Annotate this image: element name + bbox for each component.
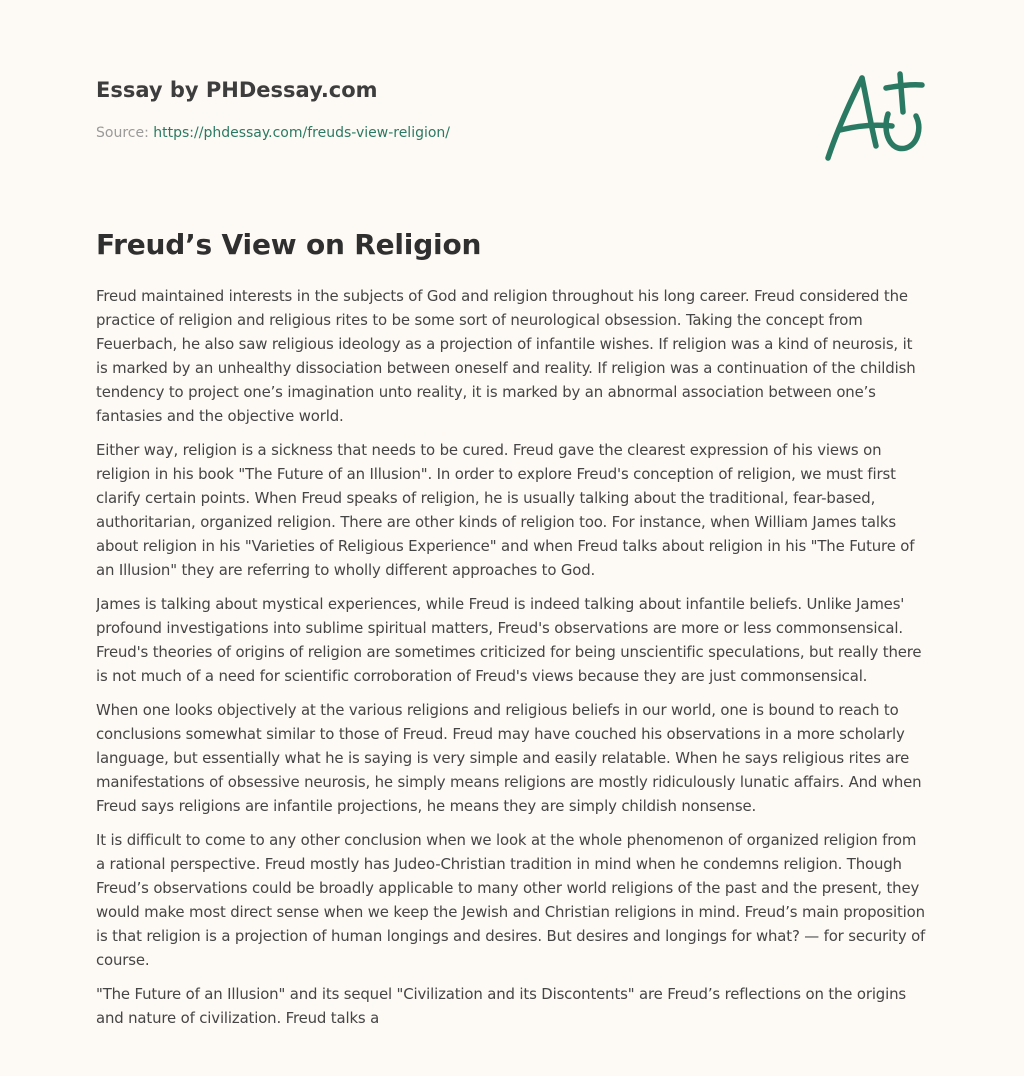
essay-paragraph: Freud maintained interests in the subjects of God and religion throughout his long career. Freud considered the practice of religion and religious rites to be some sort of neurological obsession. Taking the concept from Feuerbach, he also saw religious ideology as a projection of infantile wishes. If religion was a kind of neurosis, it is marked by an unhealthy dissociation between oneself and reality. If religion was a continuation of the childish tendency to project one’s imagination unto reality, it is marked by an abnormal association between one’s fantasies and the objective world. xyxy=(96,287,916,425)
essay-paragraph: Either way, religion is a sickness that needs to be cured. Freud gave the clearest expression of his views on religion in his book "The Future of an Illusion". In order to explore Freud's conception of religion, we must first clarify certain points. When Freud speaks of religion, he is usually talking about the traditional, fear-based, authoritarian, organized religion. There are other kinds of religion too. For instance, when William James talks about religion in his "Varieties of Religious Experience" and when Freud talks about religion in his "The Future of an Illusion" they are referring to wholly different approaches to God. xyxy=(96,441,915,579)
essay-paragraph: James is talking about mystical experiences, while Freud is indeed talking about infantile beliefs. Unlike James' profound investigations into sublime spiritual matters, Freud's observations are more or less commonsensical. Freud's theories of origins of religion are sometimes criticized for being unscientific speculations, but really there is not much of a need for scientific corroboration of Freud's views because they are just commonsensical. xyxy=(96,595,922,685)
essay-header xyxy=(96,76,796,142)
essay-paragraph: It is difficult to come to any other conclusion when we look at the whole phenomenon of organized religion from a rational perspective. Freud mostly has Judeo-Christian tradition in mind when he condemns religion. Though Freud’s observations could be broadly applicable to many other world religions of the past and the present, they would make most direct sense when we keep the Jewish and Christian religions in mind. Freud’s main proposition is that religion is a projection of human longings and desires. But desires and longings for what? — for security of course. xyxy=(96,831,926,969)
essay-paragraph: When one looks objectively at the various religions and religious beliefs in our world, one is bound to reach to conclusions somewhat similar to those of Freud. Freud may have couched his observations in a more scholarly language, but essentially what he is saying is very simple and easily relatable. When he says religious rites are manifestations of obsessive neurosis, he simply means religions are mostly ridiculously lunatic affairs. And when Freud says religions are infantile projections, he means they are simply childish nonsense. xyxy=(96,701,922,815)
source-label: Source: xyxy=(96,125,149,141)
essay-paragraph: "The Future of an Illusion" and its sequel "Civilization and its Discontents" are Freud’s reflections on the origins and nature of civilization. Freud talks a xyxy=(96,985,906,1027)
site-title: Essay by PHDessay.com xyxy=(96,78,378,102)
a-plus-logo-icon xyxy=(818,66,930,166)
essay-body xyxy=(96,284,926,1066)
source-line xyxy=(96,124,796,142)
source-link[interactable]: https://phdessay.com/freuds-view-religion/ xyxy=(153,125,451,141)
essay-title: Freud’s View on Religion xyxy=(96,228,482,261)
